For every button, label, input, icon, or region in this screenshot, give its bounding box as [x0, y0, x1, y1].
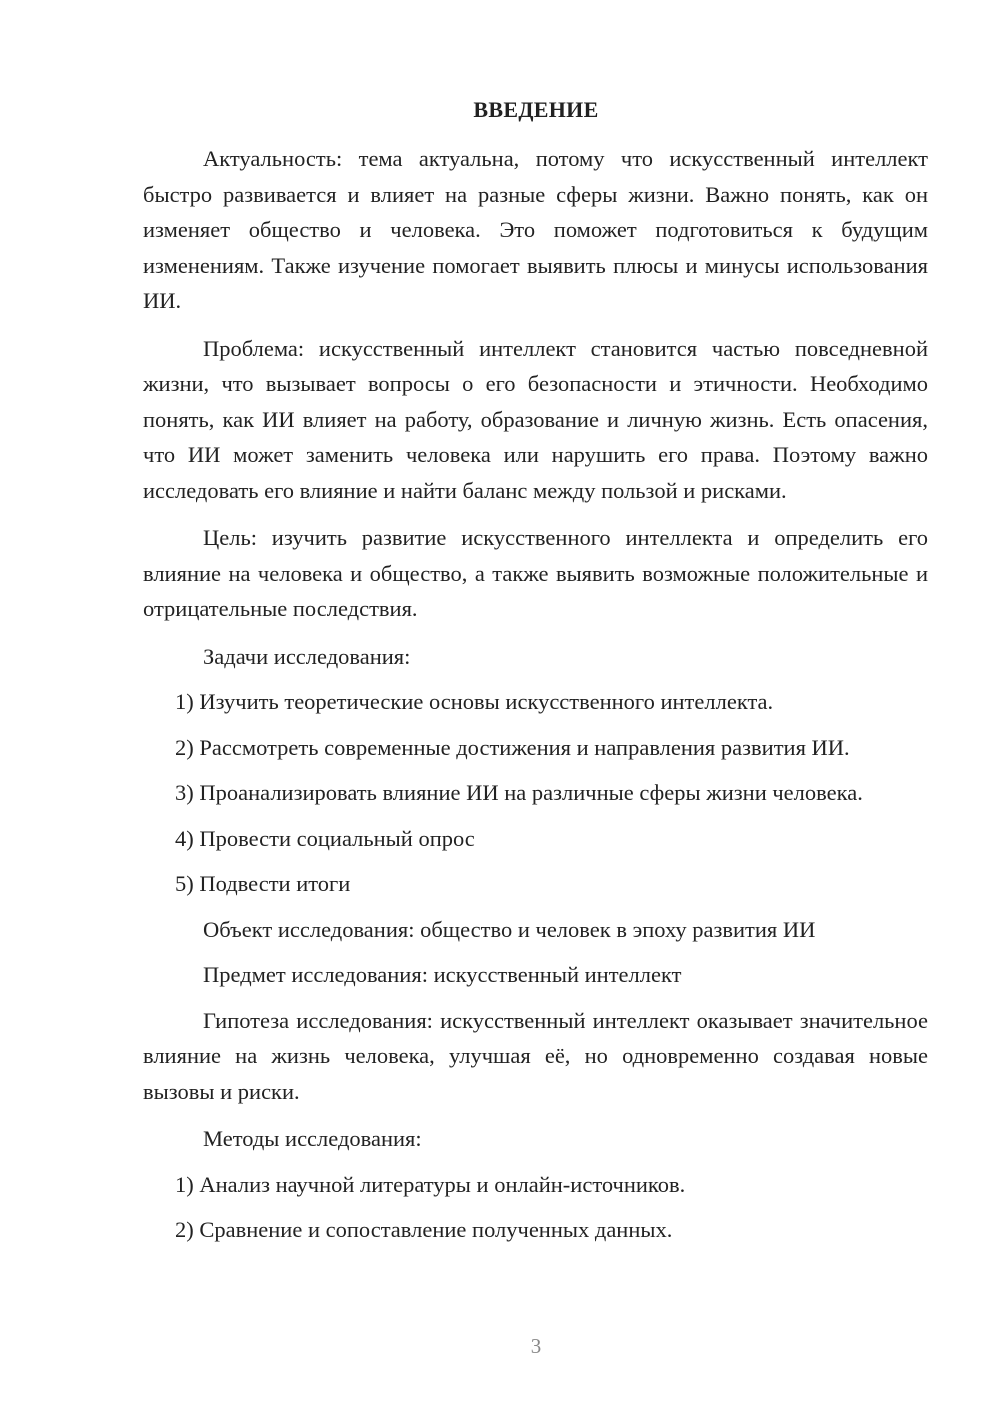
method-item: 2) Сравнение и сопоставление полученных данных.: [175, 1217, 673, 1242]
method-item: 1) Анализ научной литературы и онлайн-источников.: [175, 1171, 686, 1197]
paragraph-hypothesis: Гипотеза исследования: искусственный интеллект оказывает значительное влияние на жизнь человека, улучшая её, но одновременно создавая новые вызовы и риски.: [143, 1007, 928, 1104]
paragraph-goal: Цель: изучить развитие искусственного интеллекта и определить его влияние на человека и общество, а также выявить возможные положительные и отрицательные последствия.: [143, 525, 928, 621]
paragraph-object: Объект исследования: общество и человек в эпоху развития ИИ: [203, 916, 816, 942]
page-number: 3: [530, 1334, 542, 1358]
paragraph-subject: Предмет исследования: искусственный интеллект: [203, 962, 682, 987]
methods-heading: Методы исследования:: [203, 1126, 422, 1151]
paragraph-problem: Проблема: искусственный интеллект становится частью повседневной жизни, что вызывает вопросы о его безопасности и этичности. Необходимо понять, как ИИ влияет на работу, образование и личную жизнь. Есть опасения, что ИИ может заменить человека или нарушить его права. Поэтому важно исследовать его влияние и найти баланс между пользой и рисками.: [143, 335, 928, 503]
task-item: 4) Провести социальный опрос: [175, 825, 475, 851]
tasks-heading: Задачи исследования:: [203, 643, 411, 669]
paragraph-relevance: Актуальность: тема актуальна, потому что искусственный интеллект быстро развивается и влияет на разные сферы жизни. Важно понять, как он изменяет общество и человека. Это поможет подготовиться к будущим изменениям. Также изучение помогает выявить плюсы и минусы использования ИИ.: [143, 146, 928, 313]
section-title: ВВЕДЕНИЕ: [473, 97, 599, 122]
task-item: 1) Изучить теоретические основы искусственного интеллекта.: [175, 689, 774, 714]
document-body: [143, 141, 928, 1258]
task-item: 2) Рассмотреть современные достижения и направления развития ИИ.: [175, 734, 850, 760]
task-item: 3) Проанализировать влияние ИИ на различные сферы жизни человека.: [175, 780, 863, 805]
task-item: 5) Подвести итоги: [175, 871, 351, 896]
